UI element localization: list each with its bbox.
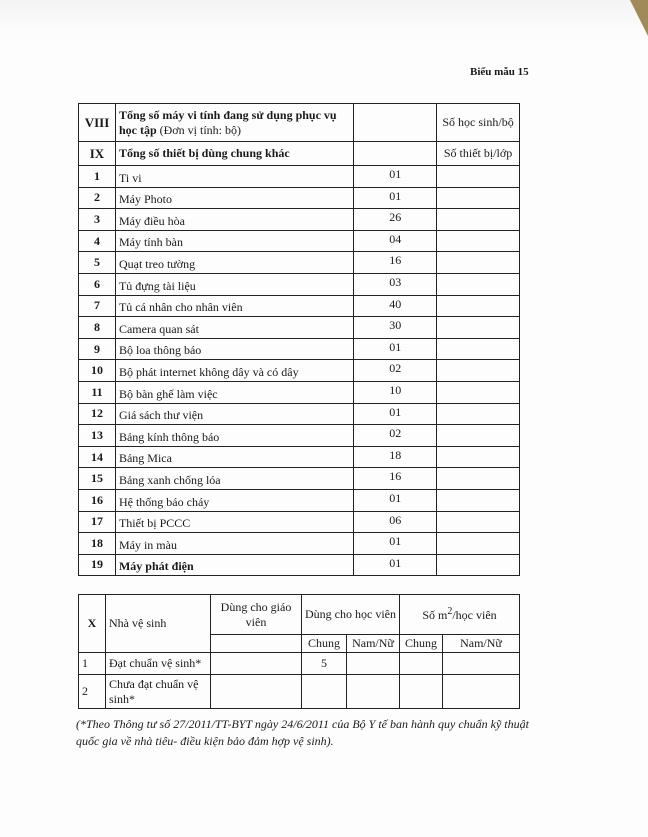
equipment-row-no: 9 (79, 338, 116, 360)
equipment-row-no: 5 (79, 252, 116, 274)
equipment-row-name: Bộ phát internet không dây và có dây (115, 360, 353, 382)
equipment-row-name: Giá sách thư viện (115, 403, 353, 425)
section-viii-row (79, 104, 520, 142)
equipment-row-name: Tủ đựng tài liệu (115, 273, 353, 295)
equipment-row-qty: 40 (354, 295, 437, 317)
equipment-row (79, 209, 520, 231)
toilet-row-ratio-chung (400, 675, 443, 709)
section-ix-row (79, 142, 520, 166)
equipment-row-ratio (437, 230, 520, 252)
equipment-row-name: Thiết bị PCCC (115, 511, 353, 533)
equipment-row (79, 187, 520, 209)
equipment-row-no: 18 (79, 533, 116, 555)
col-student-header: Dùng cho học viên (302, 595, 400, 635)
sub-chung: Chung (302, 635, 347, 653)
equipment-row-ratio (437, 187, 520, 209)
equipment-row (79, 554, 520, 576)
toilet-header-row (79, 595, 520, 635)
equipment-row-qty: 10 (354, 381, 437, 403)
equipment-row (79, 317, 520, 339)
section-ix-title: Tổng số thiết bị dùng chung khác (115, 142, 353, 166)
equipment-row (79, 511, 520, 533)
section-viii-roman: VIII (79, 104, 116, 142)
equipment-row-ratio (437, 533, 520, 555)
section-viii-title-cell (115, 104, 353, 142)
section-x-roman: X (79, 595, 106, 653)
page-top-shade (0, 0, 648, 40)
equipment-row (79, 425, 520, 447)
equipment-row (79, 166, 520, 188)
equipment-row-no: 11 (79, 381, 116, 403)
equipment-row-no: 14 (79, 446, 116, 468)
equipment-row-qty: 01 (354, 554, 437, 576)
equipment-row-name: Hệ thống báo cháy (115, 489, 353, 511)
form-label: Biểu mẫu 15 (470, 66, 529, 78)
equipment-row-ratio (437, 403, 520, 425)
equipment-row-ratio (437, 273, 520, 295)
equipment-row-qty: 30 (354, 317, 437, 339)
toilet-row-student-chung: 5 (302, 653, 347, 675)
equipment-table (78, 103, 520, 576)
equipment-row (79, 381, 520, 403)
equipment-row-name: Bộ bàn ghế làm việc (115, 381, 353, 403)
section-viii-value (354, 104, 437, 142)
equipment-row-qty: 02 (354, 360, 437, 382)
equipment-row-name: Quạt treo tường (115, 252, 353, 274)
section-viii-unit: (Đơn vị tính: bộ) (159, 122, 241, 137)
equipment-row-no: 2 (79, 187, 116, 209)
sub-namnu: Nam/Nữ (347, 635, 400, 653)
section-viii-title: Tổng số máy vi tính đang sử dụng phục vụ (118, 107, 337, 122)
col-ratio-prefix: Số m (422, 608, 448, 622)
sub-chung-2: Chung (400, 635, 443, 653)
toilet-row-teacher (211, 653, 302, 675)
toilet-row-ratio-chung (400, 653, 443, 675)
toilet-row-student-chung (302, 675, 347, 709)
equipment-row (79, 295, 520, 317)
equipment-row-no: 6 (79, 273, 116, 295)
equipment-row-ratio (437, 209, 520, 231)
equipment-row (79, 403, 520, 425)
equipment-row-qty: 02 (354, 425, 437, 447)
equipment-row-no: 10 (79, 360, 116, 382)
equipment-row-name: Máy phát điện (115, 554, 353, 576)
equipment-row-qty: 06 (354, 511, 437, 533)
toilet-row-name: Chưa đạt chuẩn vệ sinh* (106, 675, 211, 709)
equipment-row-name: Bảng xanh chống lóa (115, 468, 353, 490)
equipment-row-name: Ti vi (115, 166, 353, 188)
equipment-row-qty: 01 (354, 338, 437, 360)
equipment-row-qty: 16 (354, 468, 437, 490)
equipment-row-name: Bảng kính thông báo (115, 425, 353, 447)
equipment-row (79, 468, 520, 490)
equipment-row-name: Máy Photo (115, 187, 353, 209)
section-x-title: Nhà vệ sinh (106, 595, 211, 653)
equipment-row-ratio (437, 489, 520, 511)
equipment-row-qty: 18 (354, 446, 437, 468)
equipment-row-ratio (437, 554, 520, 576)
section-ix-ratio-header: Số thiết bị/lớp (437, 142, 520, 166)
col-teacher-header: Dùng cho giáo viên (211, 595, 302, 635)
equipment-row-ratio (437, 338, 520, 360)
toilet-row (79, 653, 520, 675)
footnote: (*Theo Thông tư số 27/2011/TT-BYT ngày 24/6/2011 của Bộ Y tế ban hành quy chuẩn kỹ thuật quốc gia về nhà tiêu- điều kiện bảo đảm hợp vệ sinh). (76, 717, 529, 748)
equipment-row-ratio (437, 317, 520, 339)
col-ratio-header (400, 595, 520, 635)
equipment-row-qty: 26 (354, 209, 437, 231)
equipment-row-name: Máy tính bàn (115, 230, 353, 252)
equipment-row-no: 13 (79, 425, 116, 447)
equipment-row-ratio (437, 295, 520, 317)
toilet-row-ratio-namnu (443, 675, 520, 709)
equipment-row-name: Tủ cá nhân cho nhân viên (115, 295, 353, 317)
toilet-table (78, 594, 520, 709)
equipment-row-no: 3 (79, 209, 116, 231)
equipment-row-ratio (437, 425, 520, 447)
equipment-row-name: Máy in màu (115, 533, 353, 555)
toilet-row-student-namnu (347, 653, 400, 675)
equipment-row-ratio (437, 381, 520, 403)
equipment-row (79, 446, 520, 468)
equipment-row-qty: 01 (354, 166, 437, 188)
equipment-row-qty: 01 (354, 187, 437, 209)
equipment-row-name: Camera quan sát (115, 317, 353, 339)
equipment-row (79, 360, 520, 382)
equipment-row-qty: 01 (354, 533, 437, 555)
equipment-row (79, 273, 520, 295)
equipment-row-name: Bộ loa thông báo (115, 338, 353, 360)
col-ratio-sup: 2 (447, 606, 453, 617)
toilet-row-no: 2 (79, 675, 106, 709)
teacher-sub-blank (211, 635, 302, 653)
equipment-row (79, 489, 520, 511)
equipment-row-ratio (437, 511, 520, 533)
col-ratio-suffix: /học viên (452, 608, 497, 622)
toilet-row-teacher (211, 675, 302, 709)
equipment-row-name: Máy điều hòa (115, 209, 353, 231)
section-ix-value (354, 142, 437, 166)
equipment-row-no: 19 (79, 554, 116, 576)
equipment-row-qty: 03 (354, 273, 437, 295)
equipment-row-no: 12 (79, 403, 116, 425)
equipment-row-ratio (437, 360, 520, 382)
section-ix-roman: IX (79, 142, 116, 166)
equipment-row (79, 252, 520, 274)
equipment-row-qty: 01 (354, 403, 437, 425)
equipment-row (79, 338, 520, 360)
equipment-row-no: 7 (79, 295, 116, 317)
equipment-row-qty: 16 (354, 252, 437, 274)
equipment-row-ratio (437, 166, 520, 188)
equipment-row-name: Bảng Mica (115, 446, 353, 468)
equipment-row-ratio (437, 252, 520, 274)
toilet-row-student-namnu (347, 675, 400, 709)
equipment-row-ratio (437, 446, 520, 468)
section-viii-ratio-header: Số học sinh/bộ (437, 104, 520, 142)
page-corner-mark (630, 0, 648, 36)
equipment-row-no: 1 (79, 166, 116, 188)
toilet-row-name: Đạt chuẩn vệ sinh* (106, 653, 211, 675)
equipment-row-ratio (437, 468, 520, 490)
section-viii-title2: học tập (118, 122, 157, 137)
equipment-row (79, 533, 520, 555)
equipment-row-no: 16 (79, 489, 116, 511)
toilet-row (79, 675, 520, 709)
toilet-row-no: 1 (79, 653, 106, 675)
equipment-row-qty: 04 (354, 230, 437, 252)
equipment-row-no: 15 (79, 468, 116, 490)
equipment-row-qty: 01 (354, 489, 437, 511)
equipment-row-no: 8 (79, 317, 116, 339)
sub-namnu-2: Nam/Nữ (443, 635, 520, 653)
equipment-row-no: 4 (79, 230, 116, 252)
equipment-row (79, 230, 520, 252)
toilet-row-ratio-namnu (443, 653, 520, 675)
equipment-row-no: 17 (79, 511, 116, 533)
